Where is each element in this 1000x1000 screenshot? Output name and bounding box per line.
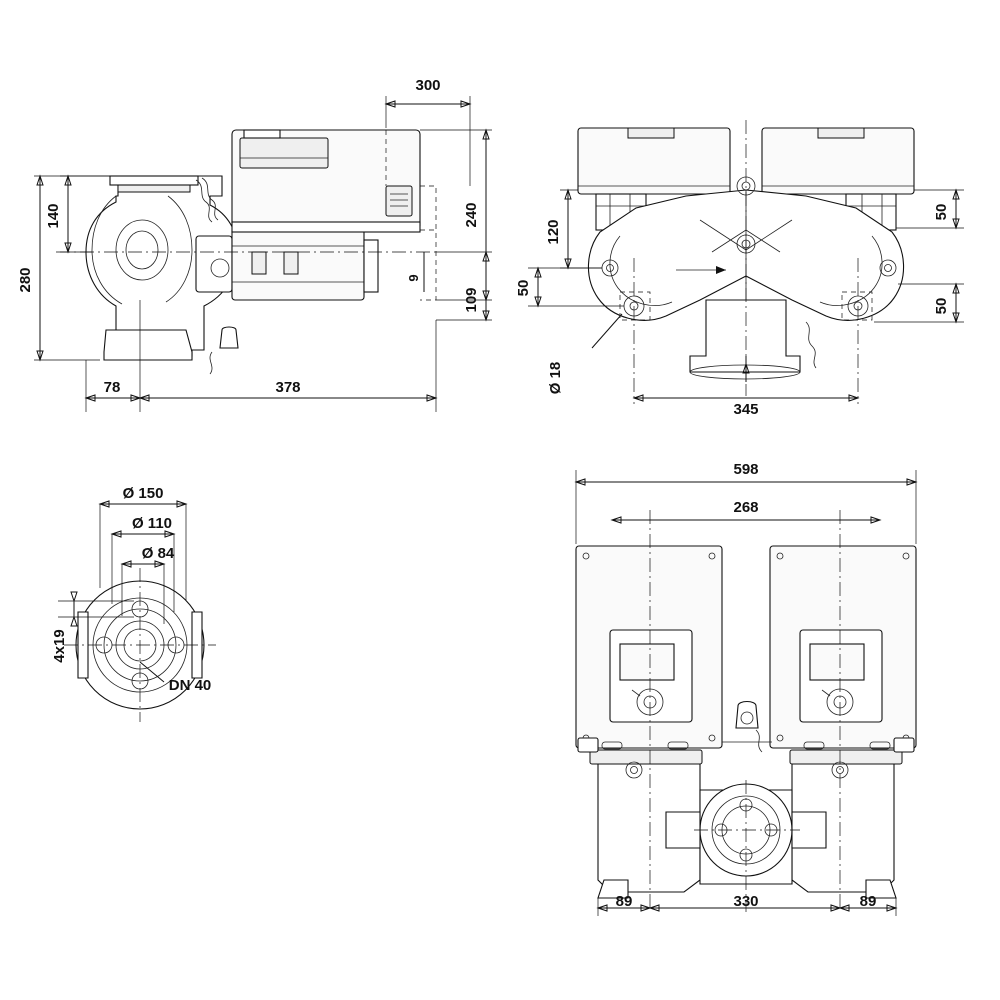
dim-bolt-circle: Ø 110: [131, 515, 173, 532]
dim-foot-right: 89: [859, 893, 877, 910]
dim-edge-right-bottom: 50: [933, 297, 950, 315]
dim-bolt-hole: Ø 18: [547, 361, 564, 395]
dim-edge-left-bottom: 50: [515, 279, 532, 297]
dim-module-width: 300: [415, 77, 441, 94]
dim-body-length: 378: [275, 379, 301, 396]
dim-overall-width: 598: [733, 461, 759, 478]
dim-outer-diameter: Ø 150: [122, 485, 164, 502]
dim-nominal: DN 40: [168, 677, 212, 694]
dim-center-spacing: 330: [733, 893, 759, 910]
dim-small-height: 9: [406, 274, 421, 282]
dim-holes: 4x19: [51, 629, 68, 663]
dim-edge-right-top: 50: [933, 203, 950, 221]
dim-module-height: 240: [463, 202, 480, 228]
dim-foot-left: 89: [615, 893, 633, 910]
dim-lower-height: 109: [463, 287, 480, 313]
dim-overall-height: 280: [17, 267, 34, 293]
dim-module-spacing: 268: [733, 499, 759, 516]
front-view-geometry: [576, 546, 916, 898]
dim-center-offset: 120: [545, 219, 562, 245]
dim-flange-height: 140: [45, 203, 62, 229]
dim-bolt-spacing: 345: [733, 401, 759, 418]
dim-inner-diameter: Ø 84: [141, 545, 175, 562]
flange-detail-geometry: [64, 568, 216, 722]
dim-flange-depth: 78: [103, 379, 121, 396]
